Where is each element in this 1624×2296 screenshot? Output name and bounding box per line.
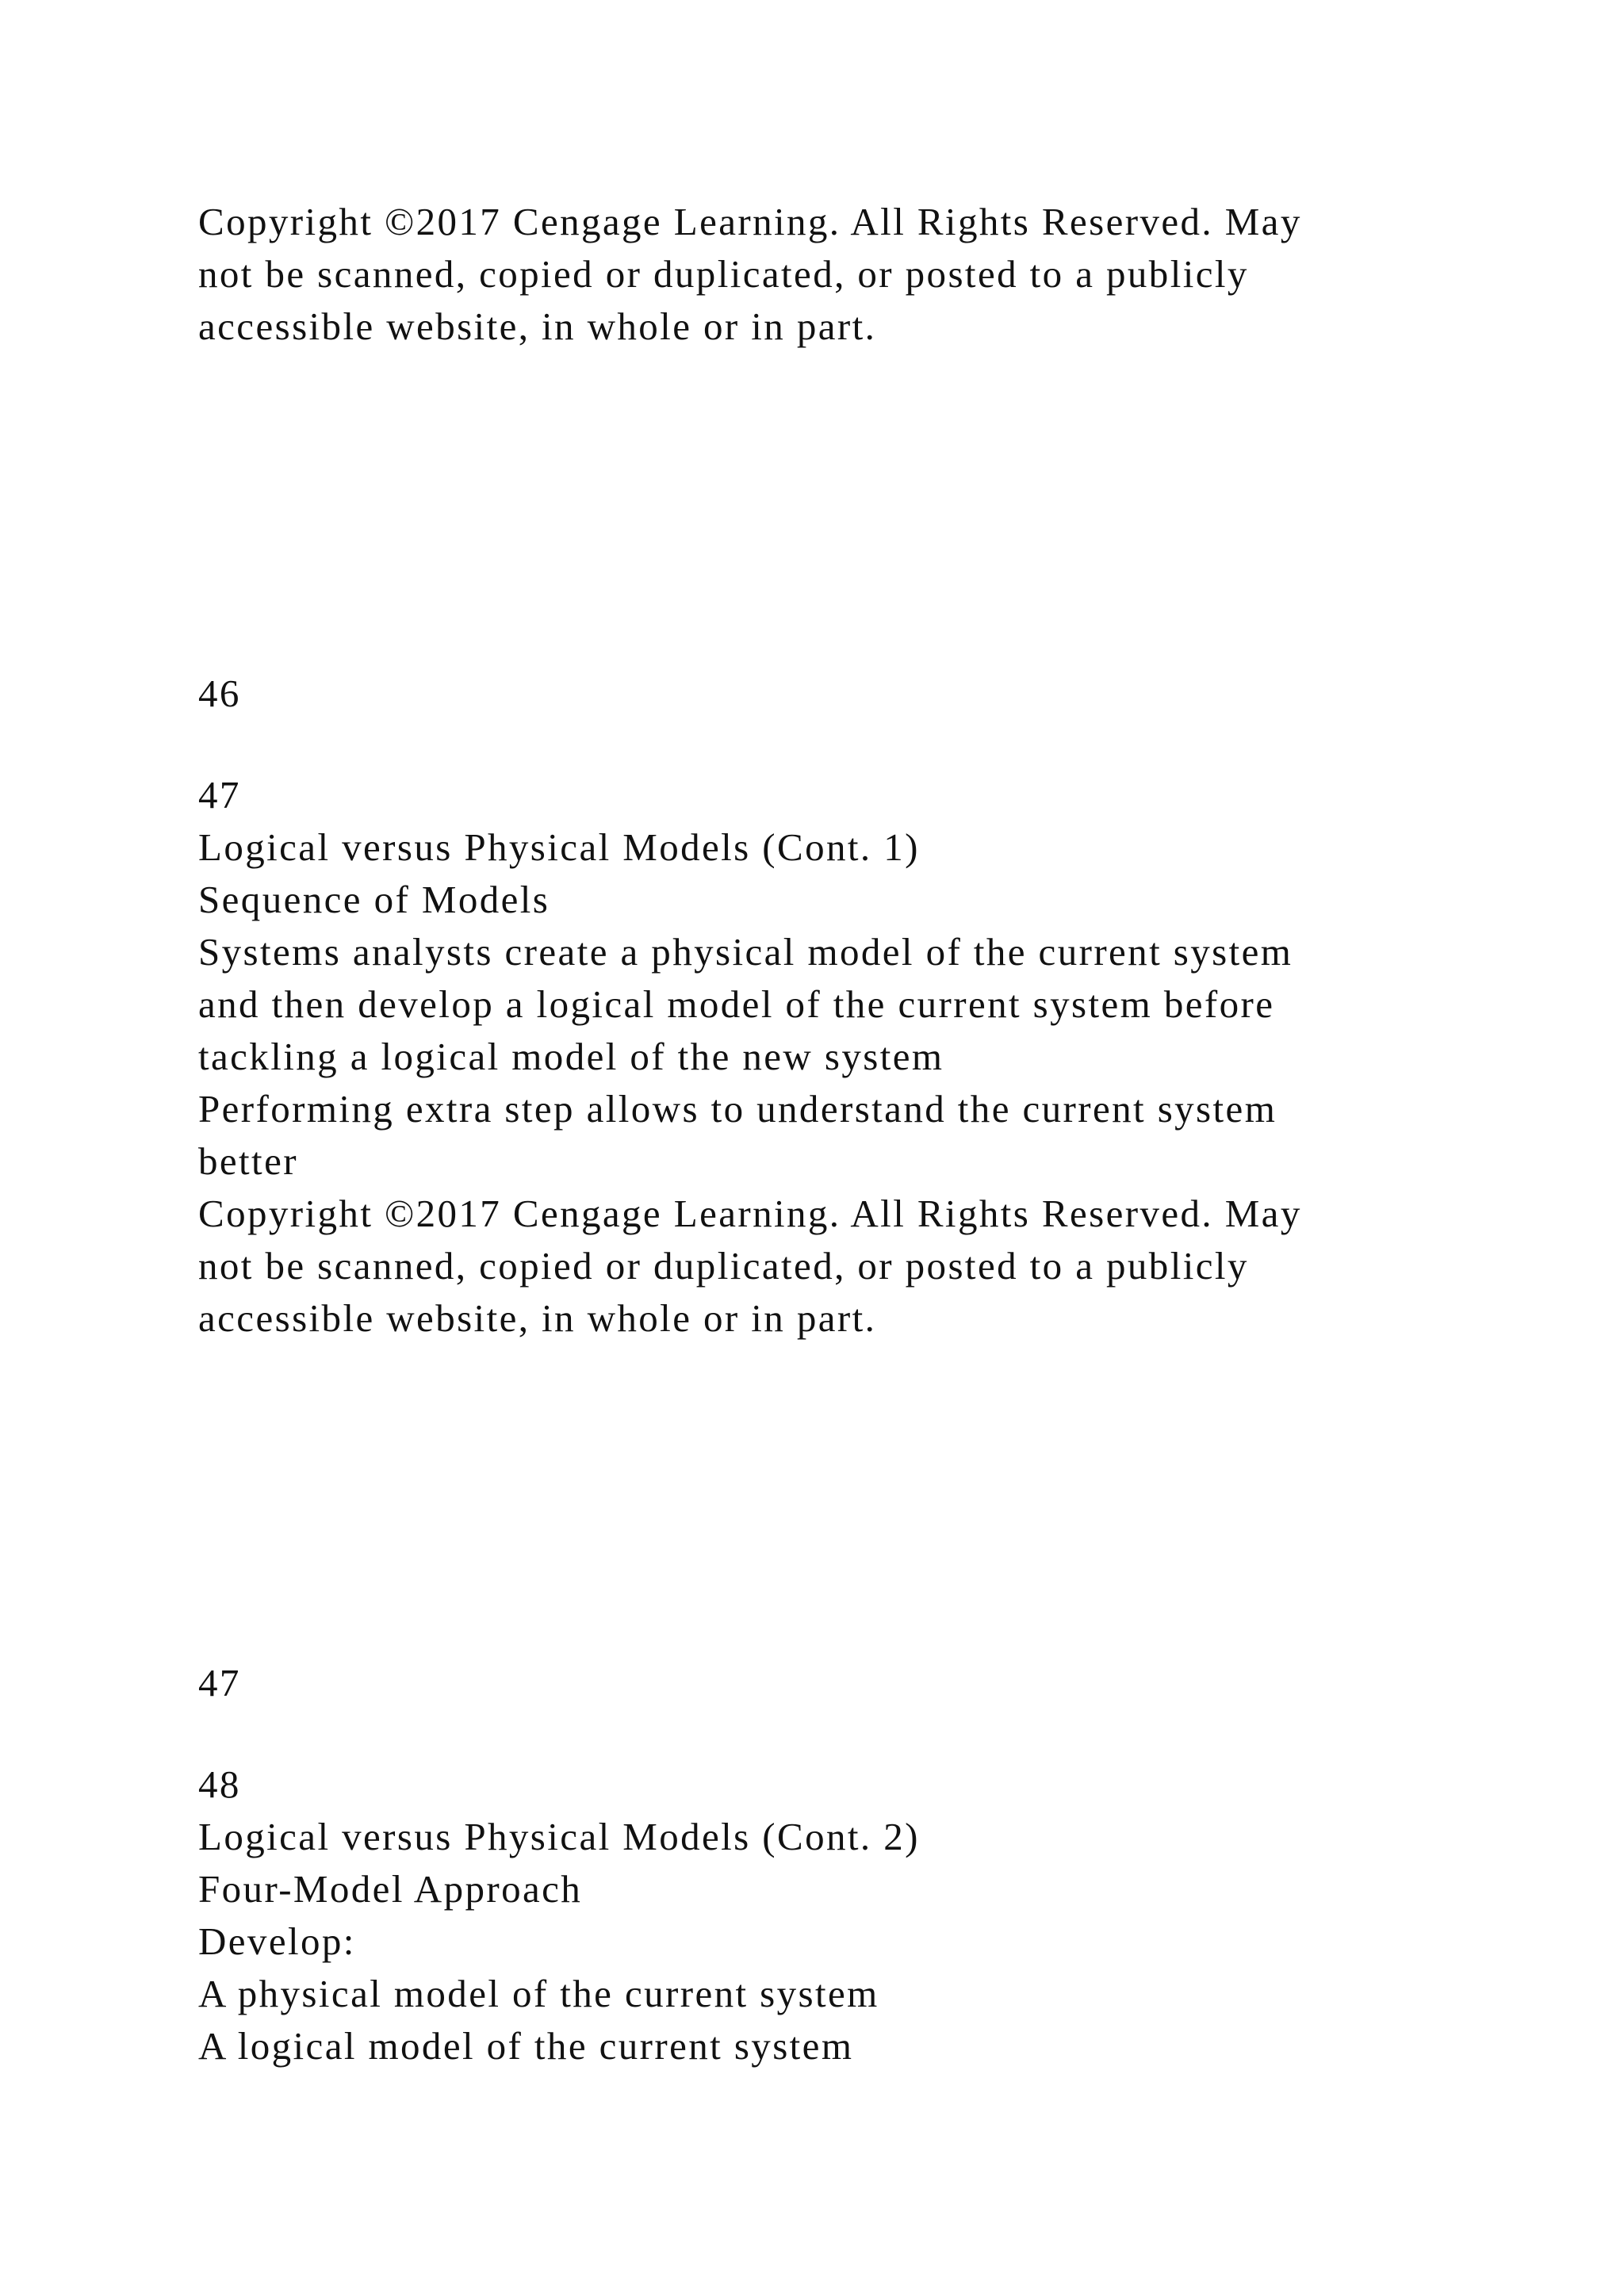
copyright-line: accessible website, in whole or in part.	[198, 1296, 877, 1340]
slide-title: Logical versus Physical Models (Cont. 1)	[198, 825, 920, 869]
slide-text-line: A physical model of the current system	[198, 1972, 879, 2015]
slide-text-line: tackling a logical model of the new system	[198, 1035, 944, 1078]
copyright-line: Copyright ©2017 Cengage Learning. All Rights Reserved. May	[198, 200, 1302, 243]
slide-title: Logical versus Physical Models (Cont. 2)	[198, 1815, 920, 1858]
slide-text-line: Four-Model Approach	[198, 1867, 583, 1911]
slide-number: 47	[198, 773, 241, 817]
slide-text-line: and then develop a logical model of the current system before	[198, 982, 1275, 1026]
copyright-line: not be scanned, copied or duplicated, or posted to a publicly	[198, 252, 1249, 296]
slide-text-line: Sequence of Models	[198, 878, 550, 921]
copyright-line: accessible website, in whole or in part.	[198, 304, 877, 348]
page-number	[198, 1657, 1467, 1709]
slide-48-content	[198, 1758, 1467, 2072]
slide-text-line: better	[198, 1139, 298, 1183]
slide-text-line: Systems analysts create a physical model of the current system	[198, 930, 1293, 974]
copyright-line: Copyright ©2017 Cengage Learning. All Rights Reserved. May	[198, 1192, 1302, 1235]
slide-47-content	[198, 769, 1467, 1345]
slide-text-line: Develop:	[198, 1919, 356, 1963]
slide-number: 48	[198, 1762, 241, 1806]
page-number	[198, 668, 1467, 720]
page-number-text: 46	[198, 672, 241, 715]
slide-text-line: Performing extra step allows to understand the current system	[198, 1087, 1277, 1131]
page-number-text: 47	[198, 1661, 241, 1705]
copyright-notice	[198, 196, 1467, 353]
slide-text-line: A logical model of the current system	[198, 2024, 854, 2068]
copyright-line: not be scanned, copied or duplicated, or posted to a publicly	[198, 1244, 1249, 1288]
